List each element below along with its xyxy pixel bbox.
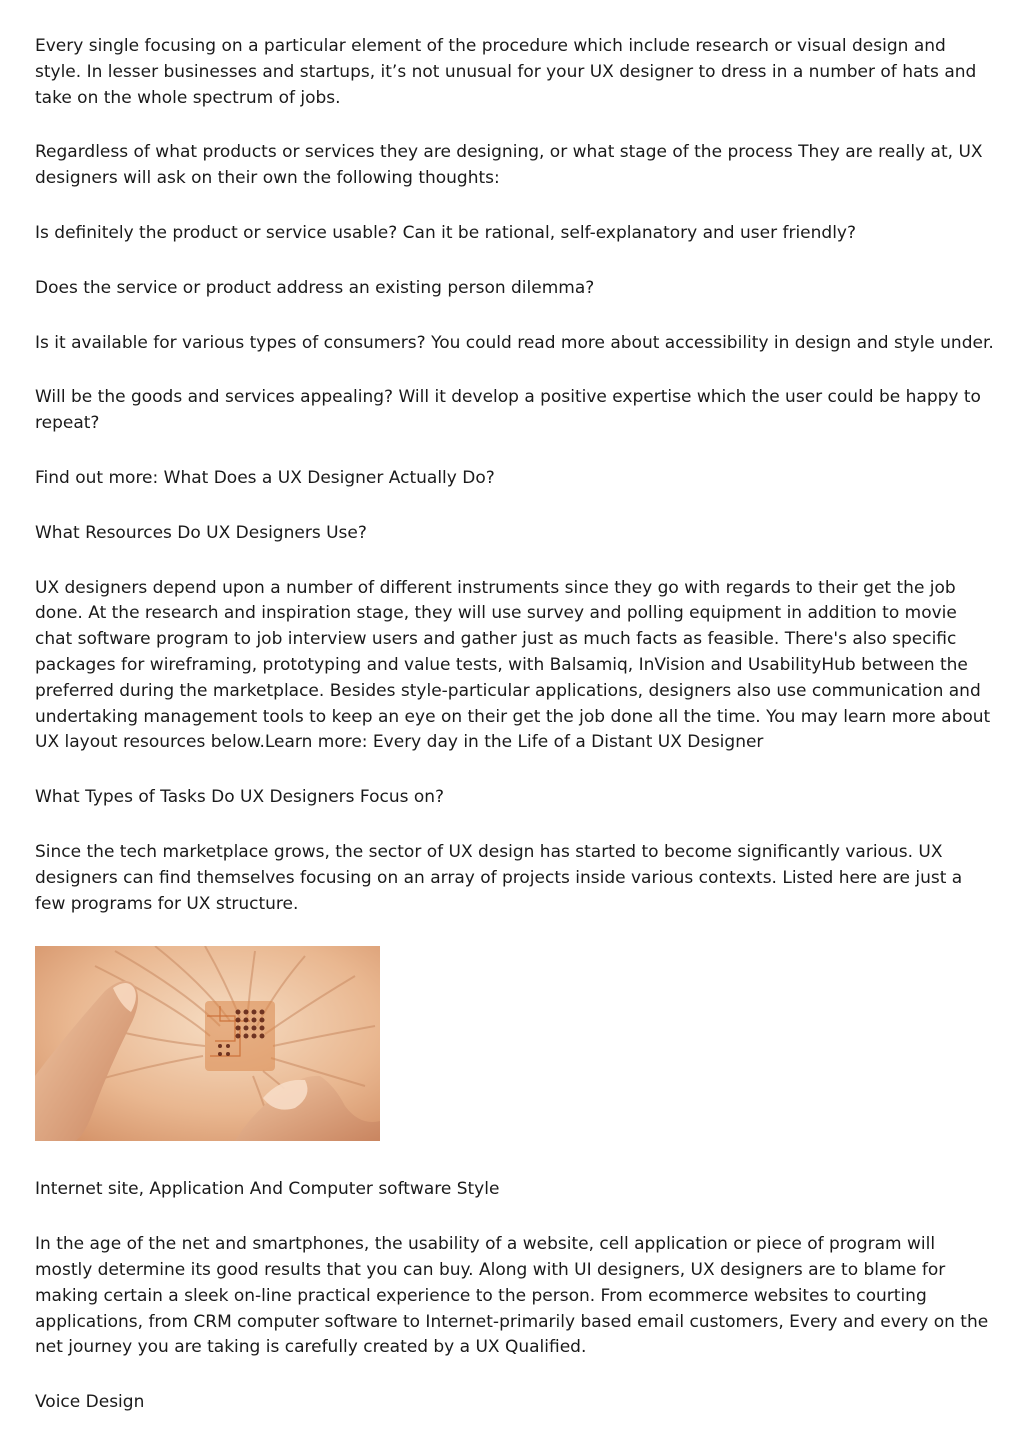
paragraph-link-text: Find out more: What Does a UX Designer Actually Do? xyxy=(35,467,495,488)
chip-graphic xyxy=(205,1001,275,1071)
skin-chip-photo xyxy=(35,946,380,1141)
paragraph: Is it available for various types of consumers? You could read more about accessibility in design and style under. xyxy=(35,332,994,353)
section-heading: Internet site, Application And Computer software Style xyxy=(35,1179,500,1200)
paragraph: Will be the goods and services appealing? Will it develop a positive expertise which the user could be happy to repeat? xyxy=(35,387,981,434)
section-heading: What Resources Do UX Designers Use? xyxy=(35,522,367,543)
paragraph: UX designers depend upon a number of different instruments since they go with regards to their get the job done. At the research and inspiration stage, they will use survey and polling equipment in addition to movie chat software program to job interview users and gather just as much facts as feasible. There's also specific packages for wireframing, prototyping and value tests, with Balsamiq, InVision and UsabilityHub between the preferred during the marketplace. Besides style-particular applications, designers also use communication and undertaking management tools to keep an eye on their get the job done all the time. You may learn more about UX layout resources below.Learn more: Every day in the Life of a Distant UX Designer xyxy=(35,577,991,753)
paragraph: Does the service or product address an existing person dilemma? xyxy=(35,277,595,298)
paragraph: In the age of the net and smartphones, the usability of a website, cell application or piece of program will mostly determine its good results that you can buy. Along with UI designers, UX designers are to blame for making certain a sleek on-line practical experience to the person. From ecommerce websites to courting applications, from CRM computer software to Internet-primarily based email customers, Every and every on the net journey you are taking is carefully created by a UX Qualified. xyxy=(35,1234,989,1358)
section-heading: Voice Design xyxy=(35,1392,145,1413)
paragraph: Regardless of what products or services they are designing, or what stage of the process They are really at, UX designers will ask on their own the following thoughts: xyxy=(35,142,983,189)
paragraph: Every single focusing on a particular element of the procedure which include research or visual design and style. In lesser businesses and startups, it’s not unusual for your UX designer to dress in a number of hats and take on the whole spectrum of jobs. xyxy=(35,36,977,108)
paragraph: Since the tech marketplace grows, the sector of UX design has started to become significantly various. UX designers can find themselves focusing on an array of projects inside various contexts. Listed here are just a few programs for UX structure. xyxy=(35,841,963,914)
skin-chip-illustration xyxy=(35,946,380,1141)
article-body xyxy=(35,34,995,1445)
paragraph: Is definitely the product or service usable? Can it be rational, self-explanatory and user friendly? xyxy=(35,222,856,243)
section-heading: What Types of Tasks Do UX Designers Focus on? xyxy=(35,787,445,808)
